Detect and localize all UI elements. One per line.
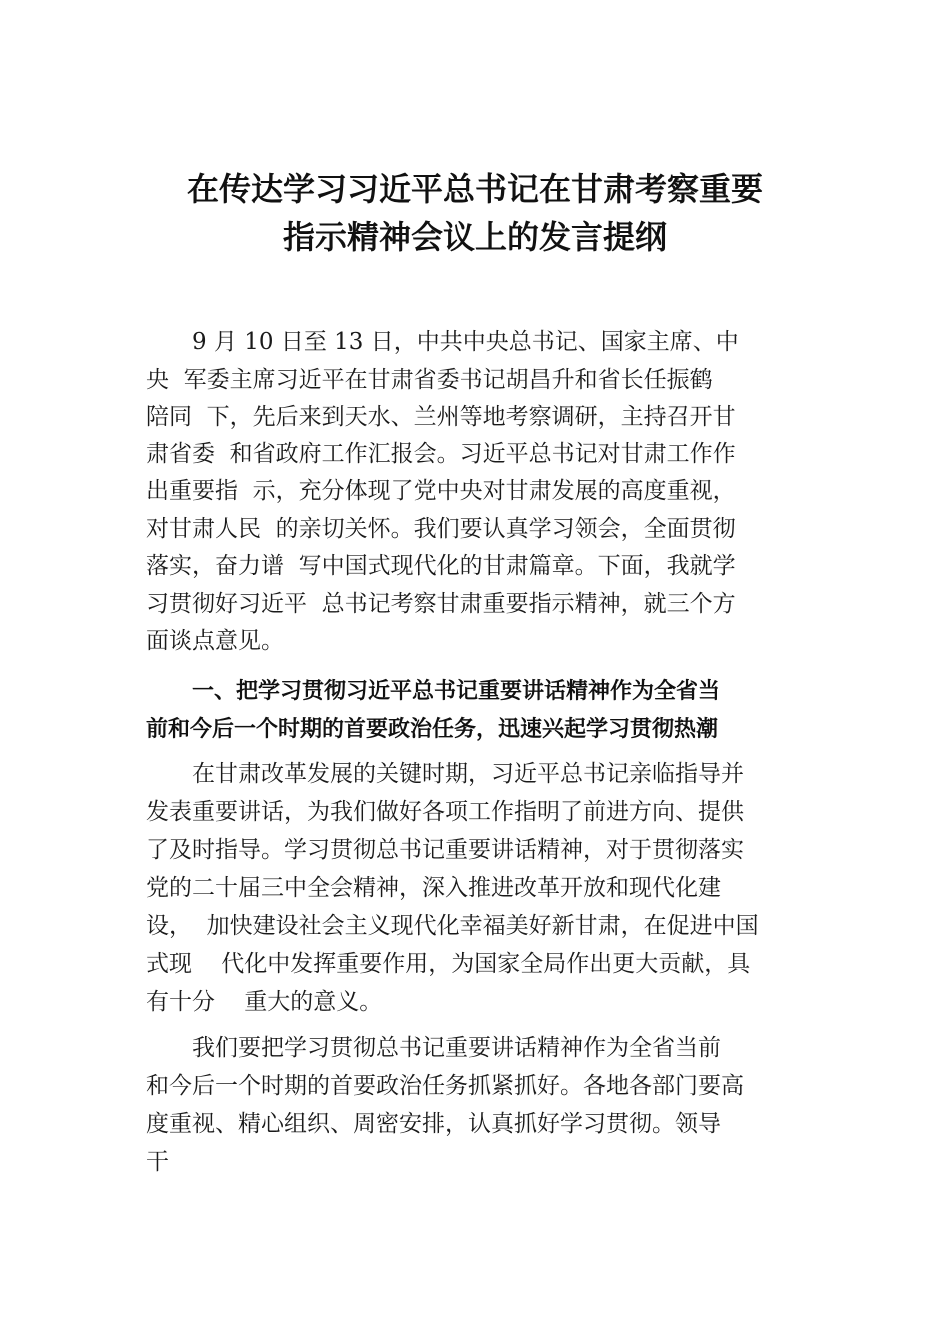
paragraph-1-line: 陪同 下，先后来到天水、兰州等地考察调研，主持召开甘: [146, 404, 736, 430]
paragraph-1-line: 肃省委 和省政府工作汇报会。习近平总书记对甘肃工作作: [146, 441, 736, 467]
paragraph-3-line: 度重视、精心组织、周密安排，认真抓好学习贯彻。领导: [146, 1111, 721, 1137]
paragraph-1-line: 对甘肃人民 的亲切关怀。我们要认真学习领会，全面贯彻: [146, 516, 736, 542]
paragraph-1-line: 9 月 10 日至 13 日，中共中央总书记、国家主席、中: [192, 329, 739, 355]
paragraph-2-line: 党的二十届三中全会精神，深入推进改革开放和现代化建: [146, 875, 721, 901]
paragraph-2-line: 设， 加快建设社会主义现代化幸福美好新甘肃，在促进中国: [146, 913, 759, 939]
paragraph-3-line: 和今后一个时期的首要政治任务抓紧抓好。各地各部门要高: [146, 1073, 744, 1099]
document-title-line-1: 在传达学习习近平总书记在甘肃考察重要: [186, 170, 763, 208]
section-heading-1-line: 一、把学习贯彻习近平总书记重要讲话精神作为全省当: [192, 679, 721, 704]
paragraph-2-line: 发表重要讲话，为我们做好各项工作指明了前进方向、提供: [146, 799, 744, 825]
paragraph-2-line: 式现 代化中发挥重要作用，为国家全局作出更大贡献，具: [146, 951, 751, 977]
document-title-line-2: 指示精神会议上的发言提纲: [282, 218, 667, 256]
paragraph-2-line: 在甘肃改革发展的关键时期，习近平总书记亲临指导并: [192, 761, 744, 787]
paragraph-3-line: 干: [146, 1149, 169, 1175]
section-heading-1-line: 前和今后一个时期的首要政治任务，迅速兴起学习贯彻热潮: [146, 717, 719, 742]
paragraph-1-line: 出重要指 示，充分体现了党中央对甘肃发展的高度重视，: [146, 478, 736, 504]
paragraph-1-line: 落实，奋力谱 写中国式现代化的甘肃篇章。下面，我就学: [146, 553, 736, 579]
paragraph-1-line: 习贯彻好习近平 总书记考察甘肃重要指示精神，就三个方: [146, 591, 736, 617]
paragraph-2-line: 有十分 重大的意义。: [146, 989, 383, 1015]
paragraph-3-line: 我们要把学习贯彻总书记重要讲话精神作为全省当前: [192, 1035, 721, 1061]
paragraph-1-line: 央 军委主席习近平在甘肃省委书记胡昌升和省长任振鹤: [146, 367, 713, 393]
paragraph-1-line: 面谈点意见。: [146, 628, 284, 654]
paragraph-2-line: 了及时指导。学习贯彻总书记重要讲话精神，对于贯彻落实: [146, 837, 744, 863]
